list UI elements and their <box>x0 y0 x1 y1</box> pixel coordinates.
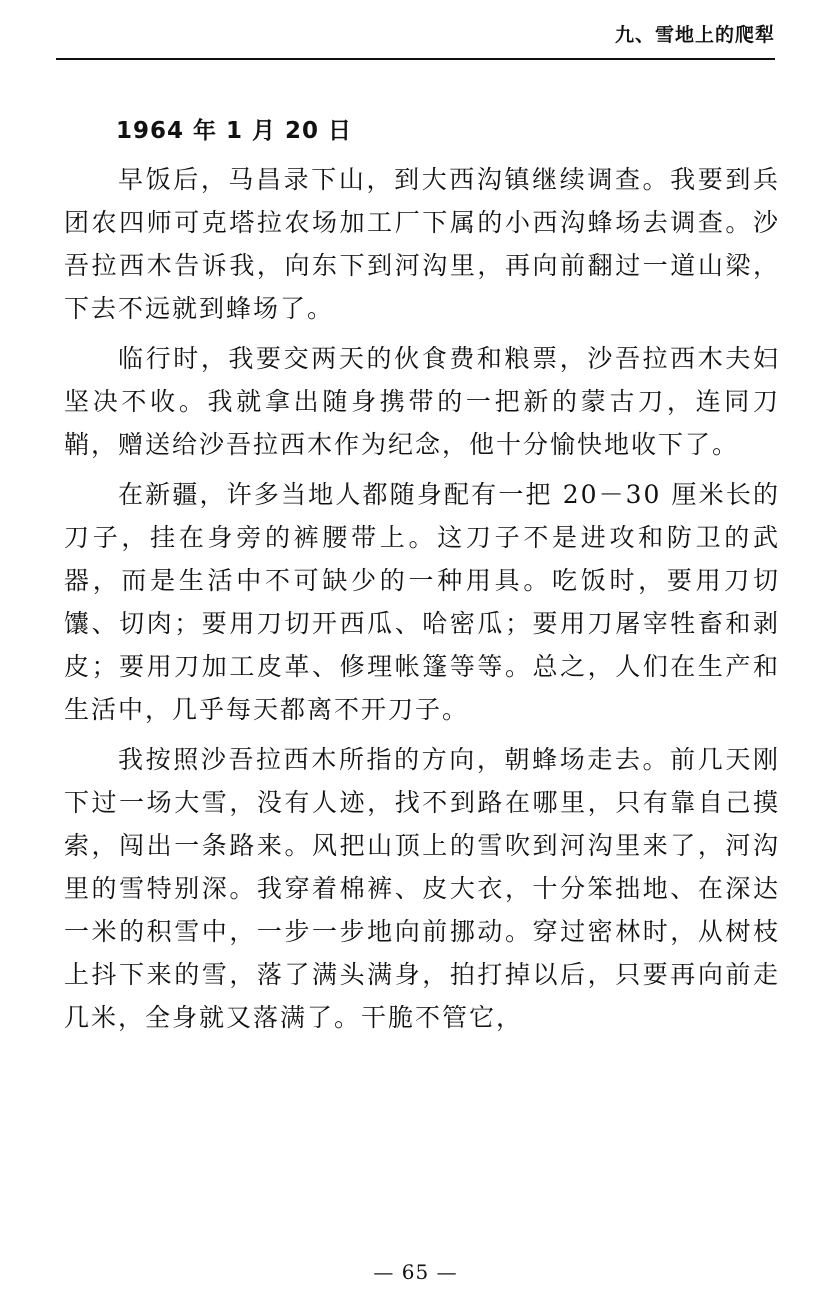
paragraph: 临行时，我要交两天的伙食费和粮票，沙吾拉西木夫妇坚决不收。我就拿出随身携带的一把新的蒙古刀，连同刀鞘，赠送给沙吾拉西木作为纪念，他十分愉快地收下了。 <box>64 344 780 459</box>
running-header-title: 九、雪地上的爬犁 <box>614 24 775 46</box>
paragraph: 在新疆，许多当地人都随身配有一把 20－30 厘米长的刀子，挂在身旁的裤腰带上。这刀子不是进攻和防卫的武器，而是生活中不可缺少的一种用具。吃饭时，要用刀切馕、切肉；要用刀切开西瓜、哈密瓜；要用刀屠宰牲畜和剥皮；要用刀加工皮革、修理帐篷等等。总之，人们在生产和生活中，几乎每天都离不开刀子。 <box>64 480 780 724</box>
body-text <box>64 104 780 1039</box>
paragraph: 早饭后，马昌录下山，到大西沟镇继续调查。我要到兵团农四师可克塔拉农场加工厂下属的小西沟蜂场去调查。沙吾拉西木告诉我，向东下到河沟里，再向前翻过一道山梁，下去不远就到蜂场了。 <box>64 165 780 323</box>
page-number: — 65 — <box>373 1260 458 1284</box>
entry-date: 1964 年 1 月 20 日 <box>116 118 353 144</box>
header-rule <box>56 58 775 60</box>
paragraph: 我按照沙吾拉西木所指的方向，朝蜂场走去。前几天刚下过一场大雪，没有人迹，找不到路在哪里，只有靠自己摸索，闯出一条路来。风把山顶上的雪吹到河沟里来了，河沟里的雪特别深。我穿着棉裤、皮大衣，十分笨拙地、在深达一米的积雪中，一步一步地向前挪动。穿过密林时，从树枝上抖下来的雪，落了满头满身，拍打掉以后，只要再向前走几米，全身就又落满了。干脆不管它， <box>64 745 780 1032</box>
